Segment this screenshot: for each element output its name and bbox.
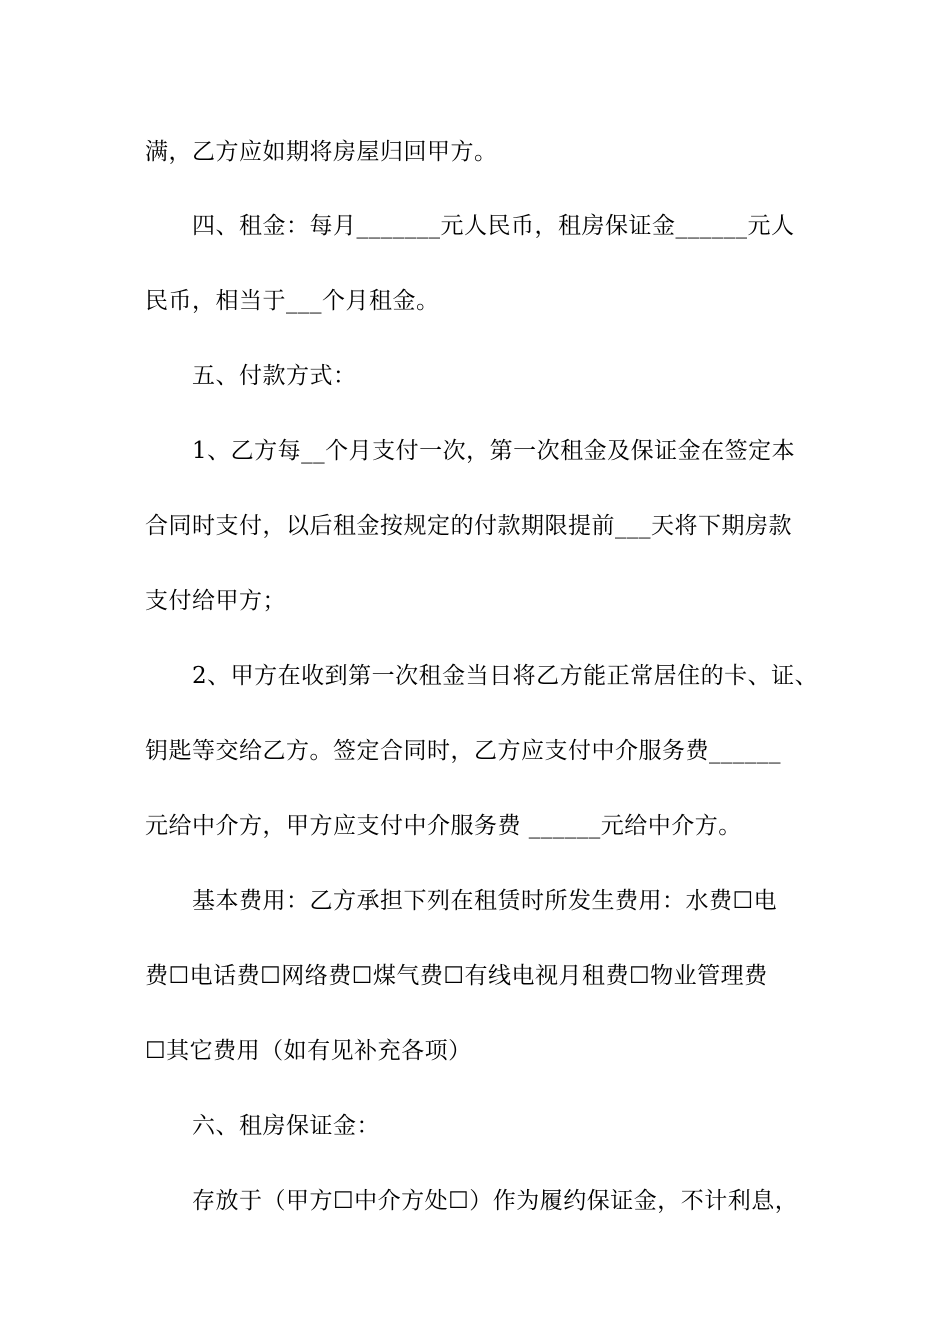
text-line: 2、甲方在收到第一次租金当日将乙方能正常居住的卡、证、 bbox=[192, 663, 819, 689]
text-line: 1、乙方每__个月支付一次，第一次租金及保证金在签定本 bbox=[192, 438, 796, 464]
text-line: 民币，相当于___个月租金。 bbox=[145, 288, 440, 314]
section-heading: 六、租房保证金： bbox=[192, 1113, 380, 1139]
section-heading: 五、付款方式： bbox=[192, 363, 357, 389]
text-line: 存放于（甲方☐中介方处☐）作为履约保证金，不计利息， bbox=[192, 1188, 799, 1214]
text-line: 四、租金：每月_______元人民币，租房保证金______元人 bbox=[192, 213, 795, 239]
text-line: 基本费用：乙方承担下列在租赁时所发生费用：水费☐电 bbox=[192, 888, 778, 914]
text-line: 支付给甲方； bbox=[145, 588, 286, 614]
text-line: 元给中介方，甲方应支付中介服务费 ______元给中介方。 bbox=[145, 813, 742, 839]
text-line: 合同时支付，以后租金按规定的付款期限提前___天将下期房款 bbox=[145, 513, 792, 539]
text-line: 钥匙等交给乙方。签定合同时，乙方应支付中介服务费______ bbox=[145, 738, 781, 764]
text-line: 满，乙方应如期将房屋归回甲方。 bbox=[145, 139, 498, 165]
text-line: 费☐电话费☐网络费☐煤气费☐有线电视月租费☐物业管理费 bbox=[145, 963, 768, 989]
text-line: ☐其它费用（如有见补充各项） bbox=[145, 1038, 472, 1064]
